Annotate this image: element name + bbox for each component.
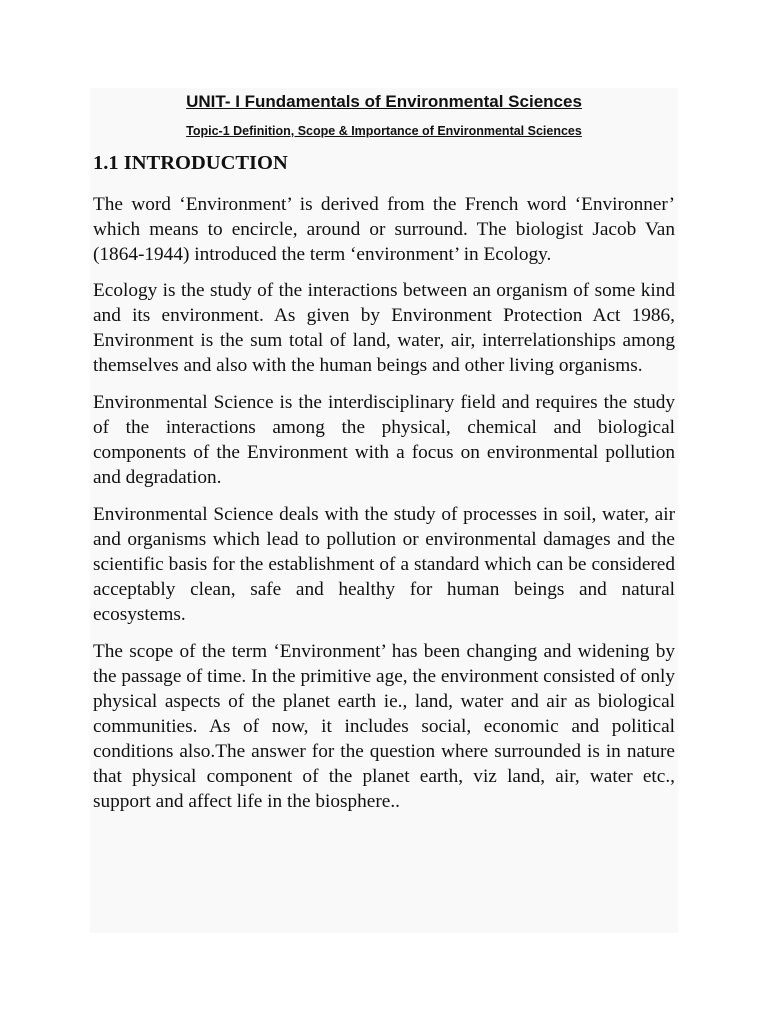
document-content bbox=[93, 90, 675, 814]
section-heading: 1.1 INTRODUCTION bbox=[93, 152, 288, 174]
paragraph-environment-origin: The word ‘Environment’ is derived from the French word ‘Environner’ which means to encircle, around or surround. The biologist Jacob Van (1864-1944) introduced the term ‘environment’ in Ecology. bbox=[93, 194, 675, 265]
document-page bbox=[90, 88, 678, 933]
topic-subtitle: Topic-1 Definition, Scope & Importance of Environmental Sciences bbox=[186, 124, 582, 138]
paragraph-ecology-definition: Ecology is the study of the interactions between an organism of some kind and its environment. As given by Environment Protection Act 1986, Environment is the sum total of land, water, air, interrelationships among themselves and also with the human beings and other living organisms. bbox=[93, 280, 675, 376]
paragraph-environmental-science-processes: Environmental Science deals with the study of processes in soil, water, air and organisms which lead to pollution or environmental damages and the scientific basis for the establishment of a standard which can be considered acceptably clean, safe and healthy for human beings and natural ecosystems. bbox=[93, 504, 675, 625]
unit-title: UNIT- I Fundamentals of Environmental Sciences bbox=[186, 92, 582, 111]
paragraph-scope-of-environment: The scope of the term ‘Environment’ has been changing and widening by the passage of time. In the primitive age, the environment consisted of only physical aspects of the planet earth ie., land, water and air as biological communities. As of now, it includes social, economic and political conditions also.The answer for the question where surrounded is in nature that physical component of the planet earth, viz land, air, water etc., support and affect life in the biosphere.. bbox=[93, 641, 675, 812]
paragraph-environmental-science-field: Environmental Science is the interdisciplinary field and requires the study of the interactions among the physical, chemical and biological components of the Environment with a focus on environmental pollution and degradation. bbox=[93, 392, 675, 488]
